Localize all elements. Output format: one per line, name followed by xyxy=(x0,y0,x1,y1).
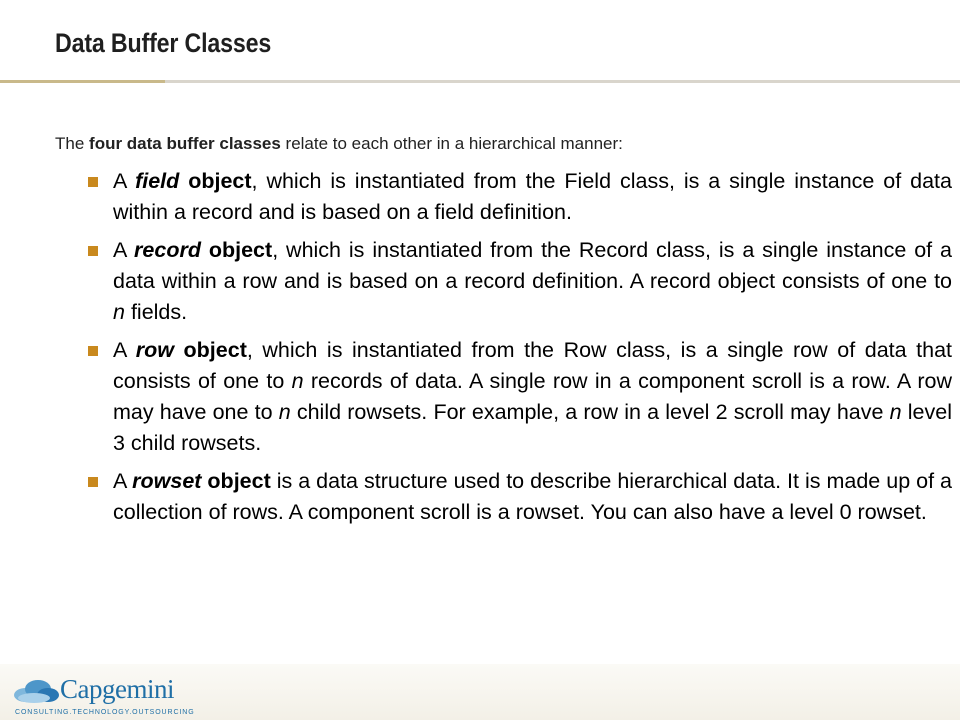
bullet-text: A xyxy=(113,338,136,362)
bullet-marker-icon xyxy=(88,477,98,487)
bullet-term: record xyxy=(134,238,201,262)
bullet-text: is a data structure used to describe hierarchical data. It is made up of a collection of rows. A component scroll is a rowset. You can also have a level 0 rowset. xyxy=(113,469,952,524)
logo-wordmark: Capgemini xyxy=(60,674,174,704)
bullet-n-variable: n xyxy=(889,400,902,424)
bullet-text: , which is instantiated from the Row class, is a single row of data that consists of one to xyxy=(113,338,953,393)
bullet-object-label: object xyxy=(200,238,273,262)
bullet-text: A xyxy=(113,169,136,193)
bullet-text: A xyxy=(113,469,133,493)
bullet-text: , which is instantiated from the Record class, is a single instance of a data within a row and is based on a record definition. A record object consists of one to xyxy=(113,238,952,293)
bullet-text: level 3 child rowsets. xyxy=(113,400,952,455)
bullet-object-label: object xyxy=(173,338,247,362)
slide-title: Data Buffer Classes xyxy=(55,28,272,58)
capgemini-logo xyxy=(12,674,212,718)
intro-rest: relate to each other in a hierarchical manner: xyxy=(280,134,623,153)
bullet-record-object xyxy=(88,235,952,328)
bullet-marker-icon xyxy=(88,177,98,187)
bullet-text: , which is instantiated from the Field class, is a single instance of data within a record and is based on a field definition. xyxy=(113,169,952,224)
bullet-rowset-object xyxy=(88,466,952,528)
title-divider-accent xyxy=(0,80,165,83)
bullet-marker-icon xyxy=(88,246,98,256)
bullet-row-object xyxy=(88,335,952,459)
intro-emphasis: four data buffer classes xyxy=(89,134,281,153)
bullet-n-variable: n xyxy=(278,400,291,424)
bullet-n-variable: n xyxy=(291,369,304,393)
bullet-object-label: object xyxy=(179,169,252,193)
bullet-n-variable: n xyxy=(113,300,125,324)
bullet-field-object xyxy=(88,166,952,228)
bullet-marker-icon xyxy=(88,346,98,356)
bullet-term: row xyxy=(135,338,174,362)
bullet-object-label: object xyxy=(201,469,271,493)
bullet-text: records of data. A single row in a component scroll is a row. A row may have one to xyxy=(113,369,953,424)
bullet-text: child rowsets. For example, a row in a level 2 scroll may have xyxy=(290,400,890,424)
intro-lead: The xyxy=(55,134,90,153)
bullet-term: rowset xyxy=(132,469,202,493)
intro-text xyxy=(55,134,915,154)
bullet-text: A xyxy=(113,238,135,262)
bullet-list xyxy=(88,166,952,535)
logo-tagline: CONSULTING.TECHNOLOGY.OUTSOURCING xyxy=(15,709,195,716)
bullet-text: fields. xyxy=(124,300,188,324)
bullet-term: field xyxy=(135,169,180,193)
cloud-logo-icon xyxy=(12,678,60,704)
